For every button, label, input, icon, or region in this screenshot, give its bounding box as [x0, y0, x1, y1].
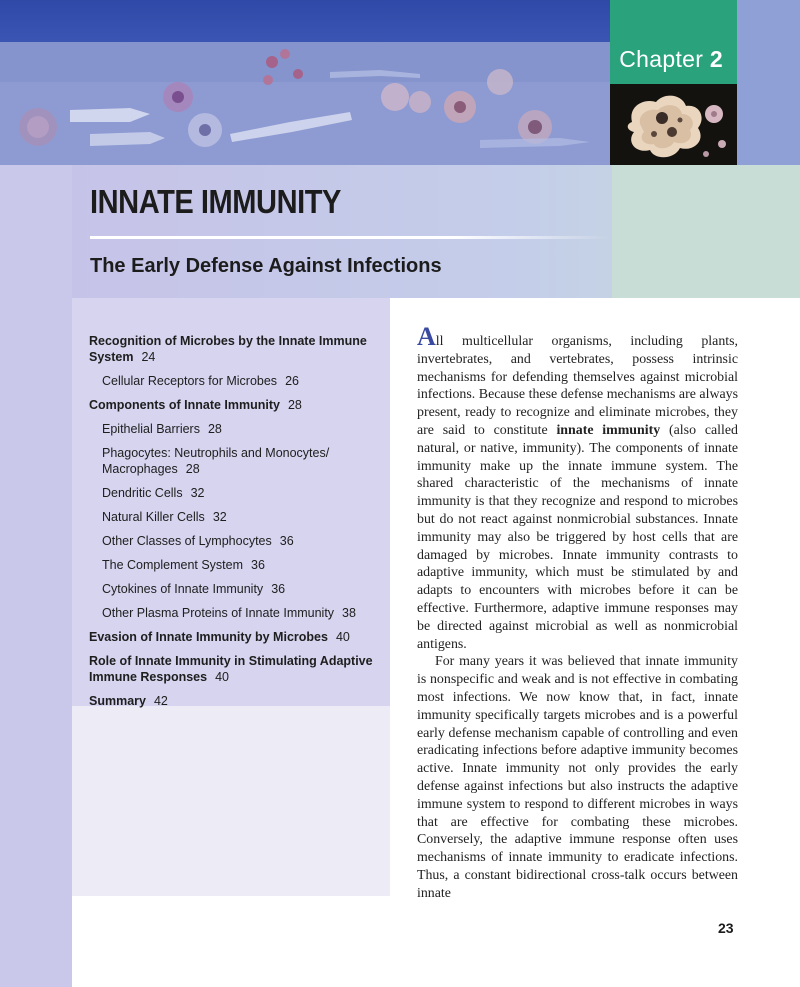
toc-entry-page: 32	[190, 486, 205, 500]
toc-entry-label: Cellular Receptors for Microbes	[102, 374, 278, 388]
toc-entry-label: The Complement System	[102, 558, 244, 572]
toc-entry	[89, 445, 379, 477]
toc-entry-label: Cytokines of Innate Immunity	[102, 582, 264, 596]
toc-entry-label: Other Classes of Lymphocytes	[102, 534, 272, 548]
toc-entry-label: Epithelial Barriers	[102, 422, 200, 436]
toc-entry	[89, 397, 379, 413]
toc-entry	[89, 693, 379, 709]
toc-entry-label: Phagocytes: Neutrophils and Monocytes/ Macrophages	[102, 446, 330, 476]
toc-spacer	[89, 645, 379, 653]
body-text	[417, 322, 738, 903]
drop-cap: A	[417, 322, 436, 351]
chapter-tab	[610, 0, 737, 84]
toc-entry-page: 38	[342, 606, 356, 620]
toc-entry	[89, 421, 379, 437]
toc-spacer	[89, 437, 379, 445]
banner-cell-illustration	[0, 42, 610, 165]
toc-entry-page: 26	[285, 374, 299, 388]
chapter-label: Chapter 2	[619, 46, 723, 72]
chapter-number: 2	[709, 46, 723, 72]
toc-entry-page: 32	[212, 510, 227, 524]
toc-entry	[89, 557, 379, 573]
body-paragraph-2: For many years it was believed that innate immunity is nonspecific and weak and is not effective in combating most infections. We now know that, in fact, innate immunity specifically targets microbes and is a powerful early defense mechanism capable of controlling and even eradicating infections before adaptive immunity becomes active. Innate immunity not only provides the early defense against infections but also instructs the adaptive immune system to respond to different microbes in ways that are effective for combating these microbes. Conversely, the adaptive immune response often uses mechanisms of innate immunity to eradicate infections. Thus, a constant bidirectional cross-talk occurs between innate	[417, 654, 738, 901]
toc-entry-label: Summary	[89, 694, 146, 708]
toc-entry	[89, 581, 379, 597]
table-of-contents	[89, 333, 379, 709]
toc-entry-label: Components of Innate Immunity	[89, 398, 280, 412]
toc-entry	[89, 629, 379, 645]
toc-entry-page: 42	[153, 694, 168, 708]
toc-entry-page: 28	[287, 398, 302, 412]
title-rule	[90, 236, 610, 239]
key-term: innate immunity	[556, 422, 661, 438]
banner-top-bar	[0, 0, 610, 42]
left-margin-band	[0, 165, 72, 987]
toc-entry-label: Other Plasma Proteins of Innate Immunity	[102, 606, 335, 620]
toc-spacer	[89, 365, 379, 373]
toc-spacer	[89, 413, 379, 421]
toc-entry	[89, 333, 379, 365]
title-block-right	[612, 165, 800, 298]
toc-entry	[89, 509, 379, 525]
chapter-cell-image	[610, 84, 737, 165]
toc-spacer	[89, 477, 379, 485]
toc-entry	[89, 533, 379, 549]
toc-entry-page: 28	[185, 462, 200, 476]
toc-spacer	[89, 597, 379, 605]
toc-spacer	[89, 685, 379, 693]
page-number: 23	[718, 920, 734, 936]
chapter-title: INNATE IMMUNITY	[90, 183, 341, 220]
toc-entry	[89, 373, 379, 389]
chapter-subtitle: The Early Defense Against Infections	[90, 255, 442, 277]
toc-entry-page: 40	[215, 670, 229, 684]
toc-entry-page: 24	[141, 350, 156, 364]
toc-entry-label: Dendritic Cells	[102, 486, 183, 500]
toc-entry-page: 28	[207, 422, 222, 436]
toc-entry-label: Recognition of Microbes by the Innate Immune System	[89, 334, 367, 364]
toc-entry	[89, 485, 379, 501]
toc-entry-label: Evasion of Innate Immunity by Microbes	[89, 630, 328, 644]
toc-entry-page: 36	[271, 582, 286, 596]
toc-entry-page: 40	[335, 630, 350, 644]
chapter-banner	[0, 0, 800, 165]
toc-spacer	[89, 549, 379, 557]
toc-spacer	[89, 525, 379, 533]
toc-spacer	[89, 621, 379, 629]
toc-entry	[89, 653, 379, 685]
toc-entry-page: 36	[279, 534, 294, 548]
toc-spacer	[89, 389, 379, 397]
toc-panel-lower	[72, 706, 390, 896]
toc-entry-label: Role of Innate Immunity in Stimulating Adaptive Immune Responses	[89, 654, 373, 684]
toc-spacer	[89, 573, 379, 581]
toc-spacer	[89, 501, 379, 509]
toc-entry-label: Natural Killer Cells	[102, 510, 205, 524]
toc-entry-page: 36	[251, 558, 265, 572]
toc-entry	[89, 605, 379, 621]
body-paragraph-1: All multicellular organisms, including plants, invertebrates, and vertebrates, possess intrinsic mechanisms for defending themselves against microbial infections. Because these defense mechanisms are always present, ready to recognize and eliminate microbes, they are said to constitute innate immunity (also called natural, or native, immunity). The components of innate immunity make up the innate immune system. The shared characteristic of the mechanisms of innate immunity is that they recognize and respond to microbes but do not react against nonmicrobial substances. Innate immunity may also be triggered by host cells that are damaged by microbes. Innate immunity contrasts to adaptive immunity, which must be stimulated by and adapts to encounters with microbes before it can be effective. Furthermore, adaptive immune responses may be directed against microbial as well as nonmicrobial antigens.	[417, 322, 738, 652]
banner-right-strip	[737, 0, 800, 165]
